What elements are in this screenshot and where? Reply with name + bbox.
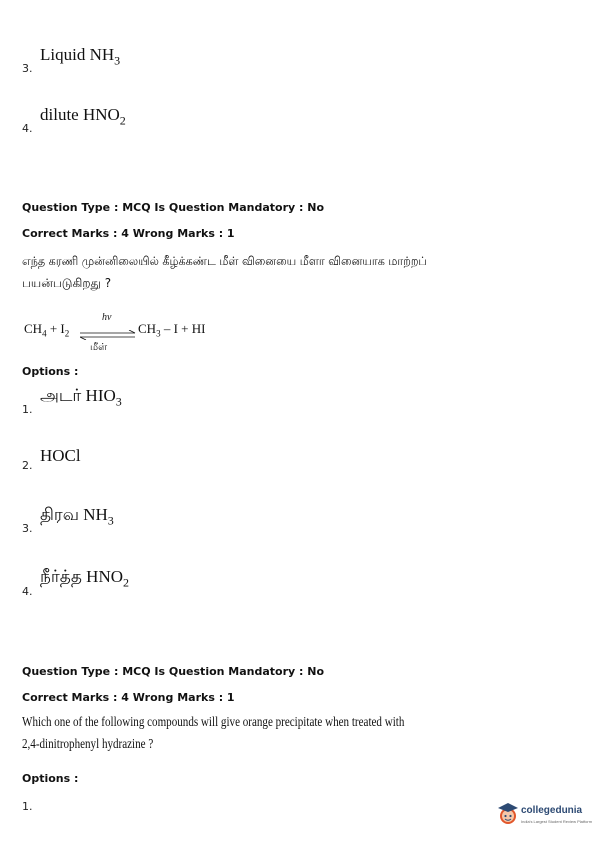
question-text-line: 2,4-dinitrophenyl hydrazine ? xyxy=(22,736,154,751)
marks-line: Correct Marks : 4 Wrong Marks : 1 xyxy=(22,691,235,704)
question-text xyxy=(22,711,582,755)
equation-lhs: $CH_4 + I_2$ xyxy=(24,321,70,339)
option-text: அடர் $HIO_3$ xyxy=(40,386,122,409)
option-number: 4. xyxy=(22,122,33,135)
equation-condition-below: மீள் xyxy=(90,342,108,353)
logo-name: collegedunia xyxy=(521,805,583,816)
options-label: Options : xyxy=(22,772,79,785)
option-number: 3. xyxy=(22,522,33,535)
options-label: Options : xyxy=(22,365,79,378)
equation-rhs: $CH_3$ – I + HI xyxy=(138,321,206,339)
option-number: 1. xyxy=(22,403,33,416)
option-number: 4. xyxy=(22,585,33,598)
option-text: நீர்த்த $HNO_2$ xyxy=(40,567,129,590)
option-text: HOCl xyxy=(40,446,81,465)
question-text-line: எந்த கரணி முன்னிலையில் கீழ்க்கண்ட மீள் வினையை மீளா வினையாக மாற்றப் xyxy=(22,254,427,268)
question-text xyxy=(22,250,582,294)
question-type-line: Question Type : MCQ Is Question Mandatory : No xyxy=(22,201,325,214)
option-text: Liquid $NH_3$ xyxy=(40,45,121,68)
marks-line: Correct Marks : 4 Wrong Marks : 1 xyxy=(22,227,235,240)
equilibrium-arrow-icon xyxy=(80,330,136,340)
collegedunia-logo xyxy=(497,800,593,828)
option-number: 1. xyxy=(22,800,33,813)
graduate-mascot-icon xyxy=(497,802,519,826)
option-number: 3. xyxy=(22,62,33,75)
question-type-line: Question Type : MCQ Is Question Mandatory : No xyxy=(22,665,325,678)
option-number: 2. xyxy=(22,459,33,472)
question-text-line: Which one of the following compounds will give orange precipitate when treated with xyxy=(22,714,405,729)
option-text: திரவ $NH_3$ xyxy=(40,505,114,528)
logo-tagline: India's Largest Student Review Platform xyxy=(521,819,593,824)
option-text: dilute $HNO_2$ xyxy=(40,105,126,128)
equation-condition-above: hν xyxy=(102,312,112,323)
reaction-equation xyxy=(22,312,232,358)
question-text-line: பயன்படுகிறது ? xyxy=(22,276,112,290)
